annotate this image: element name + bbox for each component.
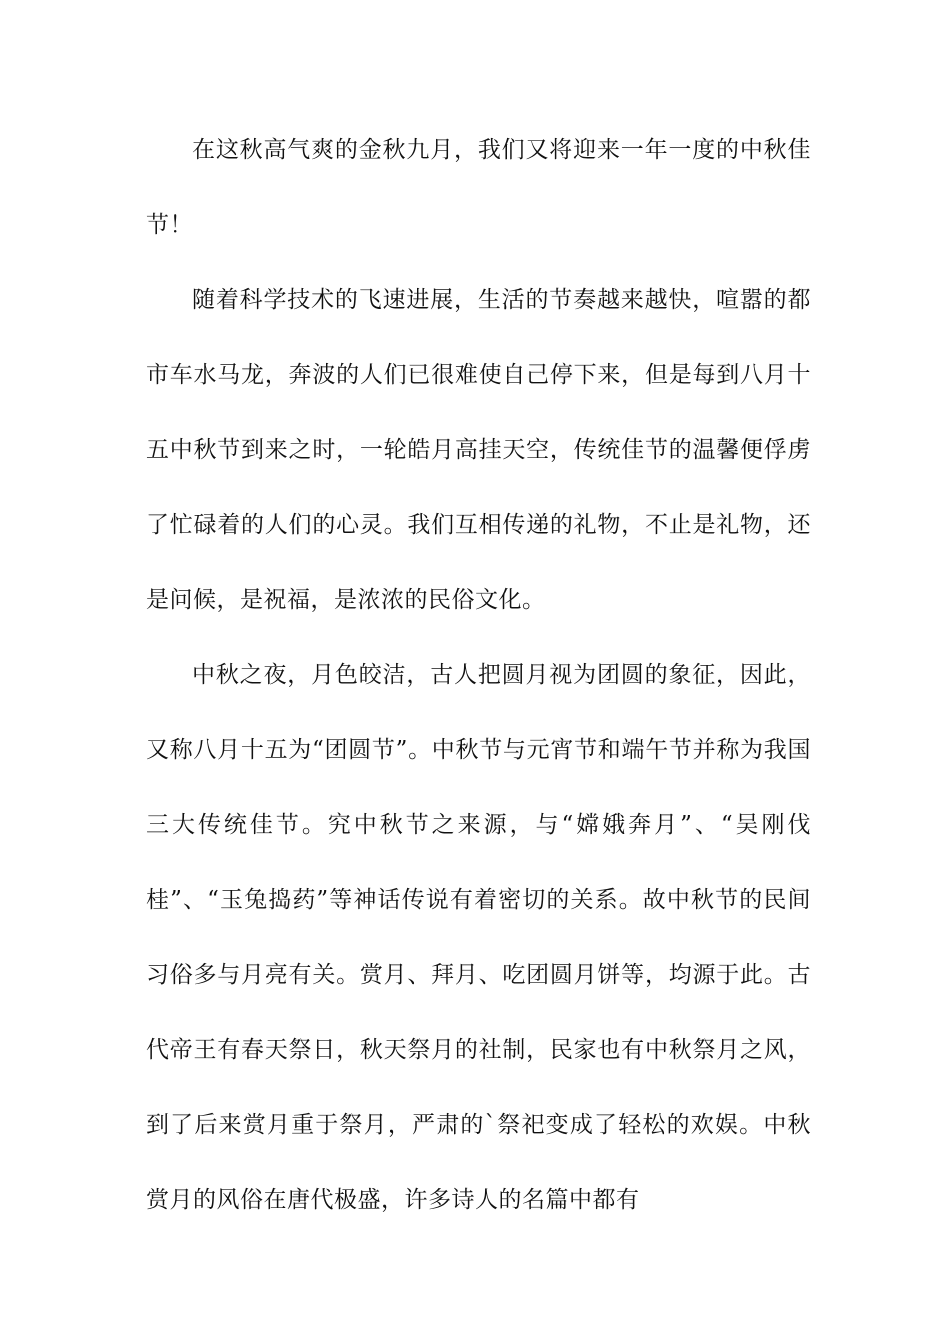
document-body	[146, 113, 811, 1238]
paragraph-1: 在这秋高气爽的金秋九月，我们又将迎来一年一度的中秋佳节！	[146, 137, 811, 238]
paragraph-2: 随着科学技术的飞速进展，生活的节奏越来越快，喧嚣的都市车水马龙，奔波的人们已很难使自己停下来，但是每到八月十五中秋节到来之时，一轮皓月高挂天空，传统佳节的温馨便俘虏了忙碌着的人们的心灵。我们互相传递的礼物，不止是礼物，还是问候，是祝福，是浓浓的民俗文化。	[146, 287, 811, 613]
paragraph-3: 中秋之夜，月色皎洁，古人把圆月视为团圆的象征，因此，又称八月十五为“团圆节”。中秋节与元宵节和端午节并称为我国三大传统佳节。究中秋节之来源，与“嫦娥奔月”、“吴刚伐桂”、“玉兔捣药”等神话传说有着密切的关系。故中秋节的民间习俗多与月亮有关。赏月、拜月、吃团圆月饼等，均源于此。古代帝王有春天祭日，秋天祭月的社制，民家也有中秋祭月之风，到了后来赏月重于祭月，严肃的`祭祀变成了轻松的欢娱。中秋赏月的风俗在唐代极盛，许多诗人的名篇中都有	[146, 662, 811, 1213]
